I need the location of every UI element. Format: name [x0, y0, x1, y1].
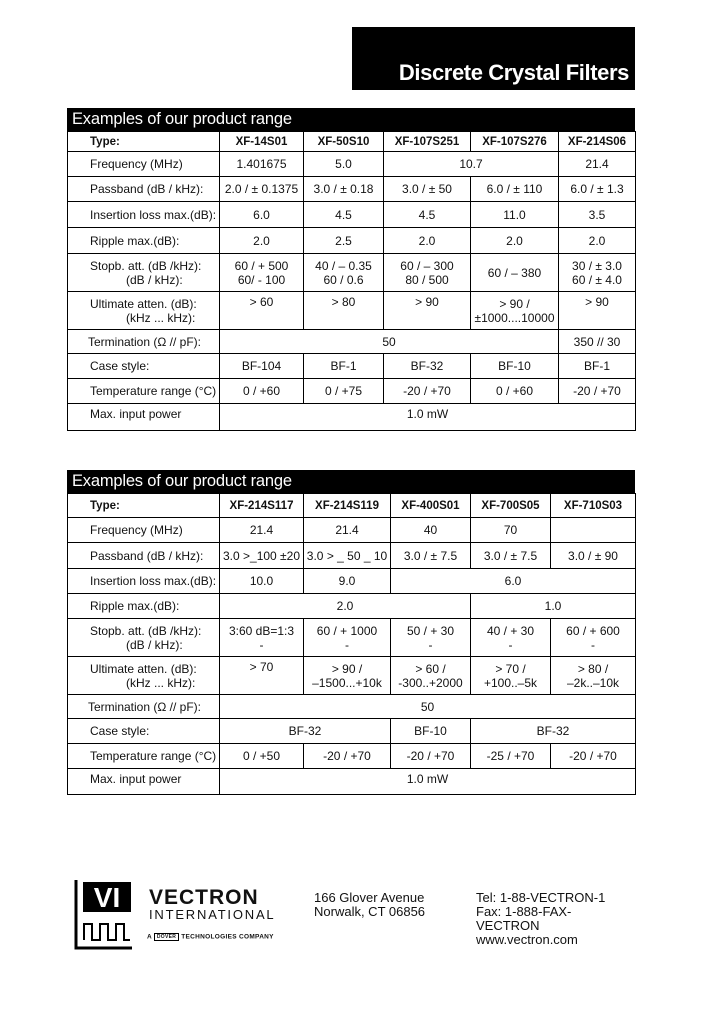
table-row-temperature — [68, 379, 636, 404]
value-line: 40 / – 0.35 — [315, 258, 372, 273]
value-line: 60 / + 1000 — [316, 623, 378, 638]
value-cell — [304, 657, 391, 695]
value-cell: 21.4 — [559, 152, 636, 177]
table-row-termination — [68, 695, 636, 719]
row-label-line: (dB / kHz): — [126, 272, 183, 287]
value-cell: -20 / +70 — [551, 744, 636, 769]
table-row-temperature — [68, 744, 636, 769]
value-line: –1500...+10k — [312, 675, 382, 690]
value-cell: 4.5 — [304, 202, 384, 228]
value-line: –2k..–10k — [566, 675, 620, 690]
type-cell: XF-400S01 — [391, 494, 471, 518]
row-label: Passband (dB / kHz): — [68, 177, 220, 202]
type-cell: XF-700S05 — [471, 494, 551, 518]
row-label — [68, 657, 220, 695]
value-line: 80 / 500 — [405, 272, 449, 287]
row-label: Ripple max.(dB): — [68, 228, 220, 254]
table-row-case — [68, 719, 636, 744]
value-cell: 0 / +75 — [304, 379, 384, 404]
value-line: 60 / + 500 — [234, 258, 289, 273]
type-cell: XF-107S251 — [384, 132, 471, 152]
value-cell — [551, 518, 636, 543]
value-line: > 70 — [249, 660, 274, 674]
type-cell: XF-50S10 — [304, 132, 384, 152]
value-cell — [391, 619, 471, 657]
value-cell — [220, 657, 304, 695]
table-row-ultimate — [68, 292, 636, 330]
value-cell: 6.0 — [220, 202, 304, 228]
title-banner — [352, 27, 635, 90]
value-cell: 3.0 / ± 7.5 — [391, 543, 471, 569]
section-heading: Examples of our product range — [67, 470, 635, 493]
table-row-ripple — [68, 228, 636, 254]
row-label-line: (dB / kHz): — [126, 637, 183, 652]
type-cell: XF-214S117 — [220, 494, 304, 518]
row-label: Temperature range (°C) — [68, 379, 220, 404]
row-label — [68, 619, 220, 657]
value-cell: 10.0 — [220, 569, 304, 594]
value-cell — [471, 292, 559, 330]
table-row-ripple — [68, 594, 636, 619]
contact-block — [476, 891, 605, 947]
page-title: Discrete Crystal Filters — [398, 60, 629, 85]
value-cell: BF-1 — [304, 354, 384, 379]
value-line: > 70 / — [495, 661, 526, 676]
value-cell: 2.0 — [559, 228, 636, 254]
value-cell: 350 // 30 — [559, 330, 636, 354]
value-cell — [304, 254, 384, 292]
company-name: VECTRON — [149, 886, 259, 909]
address-line: 166 Glover Avenue — [314, 890, 425, 905]
row-label-line: (kHz ... kHz): — [126, 675, 196, 690]
type-cell: XF-710S03 — [551, 494, 636, 518]
row-label: Ripple max.(dB): — [68, 594, 220, 619]
table-row-ultimate — [68, 657, 636, 695]
value-cell: 6.0 — [391, 569, 636, 594]
value-cell: BF-32 — [220, 719, 391, 744]
type-cell: XF-214S06 — [559, 132, 636, 152]
footer — [67, 874, 687, 954]
vectron-logo-icon — [74, 878, 134, 950]
value-cell: BF-10 — [471, 354, 559, 379]
value-line: - — [345, 637, 349, 652]
row-label-line: Ultimate atten. (dB): — [90, 661, 197, 676]
value-cell — [304, 292, 384, 330]
table-row-stopband — [68, 619, 636, 657]
table-row-passband — [68, 177, 636, 202]
value-cell: 1.0 mW — [220, 404, 636, 431]
row-label: Insertion loss max.(dB): — [68, 202, 220, 228]
row-label — [68, 254, 220, 292]
value-line: 30 / ± 3.0 — [572, 258, 622, 273]
value-cell: 3.0 / ± 50 — [384, 177, 471, 202]
value-line: 60 / – 380 — [487, 265, 542, 280]
value-cell: 4.5 — [384, 202, 471, 228]
company-tagline — [147, 933, 274, 941]
value-line: > 80 — [331, 295, 356, 309]
value-cell — [384, 292, 471, 330]
value-cell: 2.0 / ± 0.1375 — [220, 177, 304, 202]
value-cell: 1.401675 — [220, 152, 304, 177]
tagline-suffix: TECHNOLOGIES COMPANY — [181, 933, 274, 941]
value-line: > 80 / — [577, 661, 609, 676]
spec-table-1 — [67, 131, 636, 431]
product-range-section-1 — [67, 108, 635, 431]
row-label-line: (kHz ... kHz): — [126, 310, 196, 325]
row-label: Case style: — [68, 719, 220, 744]
value-cell: 6.0 / ± 1.3 — [559, 177, 636, 202]
table-row-power — [68, 769, 636, 795]
value-line: - — [508, 637, 513, 652]
value-line: 60 / + 600 — [566, 623, 620, 638]
row-label: Insertion loss max.(dB): — [68, 569, 220, 594]
value-cell: 9.0 — [304, 569, 391, 594]
value-cell — [384, 254, 471, 292]
table-row-type — [68, 132, 636, 152]
value-line: > 60 / — [415, 661, 446, 676]
value-cell: 50 — [220, 695, 636, 719]
table-row-insertion — [68, 202, 636, 228]
row-label: Max. input power — [68, 404, 220, 431]
value-cell: 3.0 / ± 7.5 — [471, 543, 551, 569]
value-line: 60 / – 300 — [400, 258, 454, 273]
website-link[interactable]: www.vectron.com — [476, 932, 578, 947]
value-line: ±1000....10000 — [474, 310, 555, 325]
row-label: Passband (dB / kHz): — [68, 543, 220, 569]
value-line: - — [428, 637, 433, 652]
value-line: > 90 / — [331, 661, 363, 676]
value-cell: 5.0 — [304, 152, 384, 177]
value-cell: 40 — [391, 518, 471, 543]
value-cell: BF-10 — [391, 719, 471, 744]
value-cell: 3.0 / ± 90 — [551, 543, 636, 569]
value-cell — [471, 619, 551, 657]
value-cell — [559, 292, 636, 330]
type-cell: XF-14S01 — [220, 132, 304, 152]
value-cell — [391, 657, 471, 695]
table-row-insertion — [68, 569, 636, 594]
type-cell: XF-214S119 — [304, 494, 391, 518]
row-label: Max. input power — [68, 769, 220, 795]
value-cell — [471, 657, 551, 695]
table-row-type — [68, 494, 636, 518]
table-row-passband — [68, 543, 636, 569]
table-row-frequency — [68, 518, 636, 543]
dover-logo: DOVER — [154, 933, 179, 941]
phone-text: Tel: 1-88-VECTRON-1 — [476, 890, 606, 905]
value-line: +100..–5k — [483, 675, 538, 690]
value-line: > 90 / — [499, 296, 530, 311]
value-cell: 0 / +50 — [220, 744, 304, 769]
value-cell — [220, 619, 304, 657]
tagline-prefix: A — [147, 933, 152, 941]
value-cell: -20 / +70 — [391, 744, 471, 769]
value-cell: 2.5 — [304, 228, 384, 254]
value-cell: 0 / +60 — [471, 379, 559, 404]
value-line: 3:60 dB=1:3 — [228, 623, 295, 638]
value-cell: 50 — [220, 330, 559, 354]
value-cell: -20 / +70 — [384, 379, 471, 404]
row-label: Frequency (MHz) — [68, 518, 220, 543]
row-label: Type: — [68, 494, 220, 518]
value-cell: 3.0 / ± 0.18 — [304, 177, 384, 202]
section-heading: Examples of our product range — [67, 108, 635, 131]
value-cell: 2.0 — [220, 594, 471, 619]
value-cell: 10.7 — [384, 152, 559, 177]
table-row-stopband — [68, 254, 636, 292]
row-label-line: Ultimate atten. (dB): — [90, 296, 197, 311]
value-cell: 3.5 — [559, 202, 636, 228]
value-cell: 70 — [471, 518, 551, 543]
address-line: Norwalk, CT 06856 — [314, 904, 426, 919]
row-label: Case style: — [68, 354, 220, 379]
value-cell: 1.0 — [471, 594, 636, 619]
value-line: 60/ - 100 — [237, 272, 286, 287]
value-cell: 3.0 > _ 50 _ 10 — [304, 543, 391, 569]
address-block — [314, 891, 425, 919]
table-row-power — [68, 404, 636, 431]
value-line: 50 / + 30 — [406, 623, 455, 638]
value-cell: 6.0 / ± 110 — [471, 177, 559, 202]
product-range-section-2 — [67, 470, 635, 795]
value-cell: -20 / +70 — [304, 744, 391, 769]
value-cell — [559, 254, 636, 292]
value-cell — [471, 254, 559, 292]
row-label-line: Stopb. att. (dB /kHz): — [90, 258, 202, 273]
value-line: - — [259, 637, 264, 652]
value-cell: -25 / +70 — [471, 744, 551, 769]
table-row-frequency — [68, 152, 636, 177]
value-cell: 2.0 — [384, 228, 471, 254]
value-line: > 90 — [415, 295, 439, 309]
value-cell: 11.0 — [471, 202, 559, 228]
row-label: Temperature range (°C) — [68, 744, 220, 769]
value-cell: 21.4 — [304, 518, 391, 543]
spec-table-2 — [67, 493, 636, 795]
row-label: Termination (Ω // pF): — [68, 330, 220, 354]
value-cell: 21.4 — [220, 518, 304, 543]
row-label-line: Stopb. att. (dB /kHz): — [90, 623, 202, 638]
value-cell: -20 / +70 — [559, 379, 636, 404]
table-row-case — [68, 354, 636, 379]
logo-letters: VI — [93, 882, 121, 913]
value-cell: 2.0 — [471, 228, 559, 254]
table-row-termination — [68, 330, 636, 354]
value-line: 60 / 0.6 — [323, 272, 364, 287]
value-line: > 90 — [585, 295, 609, 309]
value-cell — [551, 657, 636, 695]
value-cell: 2.0 — [220, 228, 304, 254]
value-cell: BF-32 — [471, 719, 636, 744]
value-cell: BF-32 — [384, 354, 471, 379]
value-line: - — [591, 637, 595, 652]
value-line: 60 / ± 4.0 — [572, 272, 622, 287]
company-subtitle: INTERNATIONAL — [149, 907, 276, 922]
value-cell — [220, 254, 304, 292]
value-cell — [220, 292, 304, 330]
fax-text: Fax: 1-888-FAX- — [476, 904, 572, 919]
fax-text-continued: VECTRON — [476, 918, 540, 933]
row-label: Frequency (MHz) — [68, 152, 220, 177]
value-line: -300..+2000 — [398, 675, 463, 690]
value-cell: BF-1 — [559, 354, 636, 379]
value-cell: 0 / +60 — [220, 379, 304, 404]
row-label: Type: — [68, 132, 220, 152]
type-cell: XF-107S276 — [471, 132, 559, 152]
row-label: Termination (Ω // pF): — [68, 695, 220, 719]
value-cell: BF-104 — [220, 354, 304, 379]
row-label — [68, 292, 220, 330]
value-cell: 3.0 >_100 ±20 — [220, 543, 304, 569]
value-line: 40 / + 30 — [486, 623, 535, 638]
value-cell — [304, 619, 391, 657]
value-cell — [551, 619, 636, 657]
value-cell: 1.0 mW — [220, 769, 636, 795]
value-line: > 60 — [249, 295, 274, 309]
